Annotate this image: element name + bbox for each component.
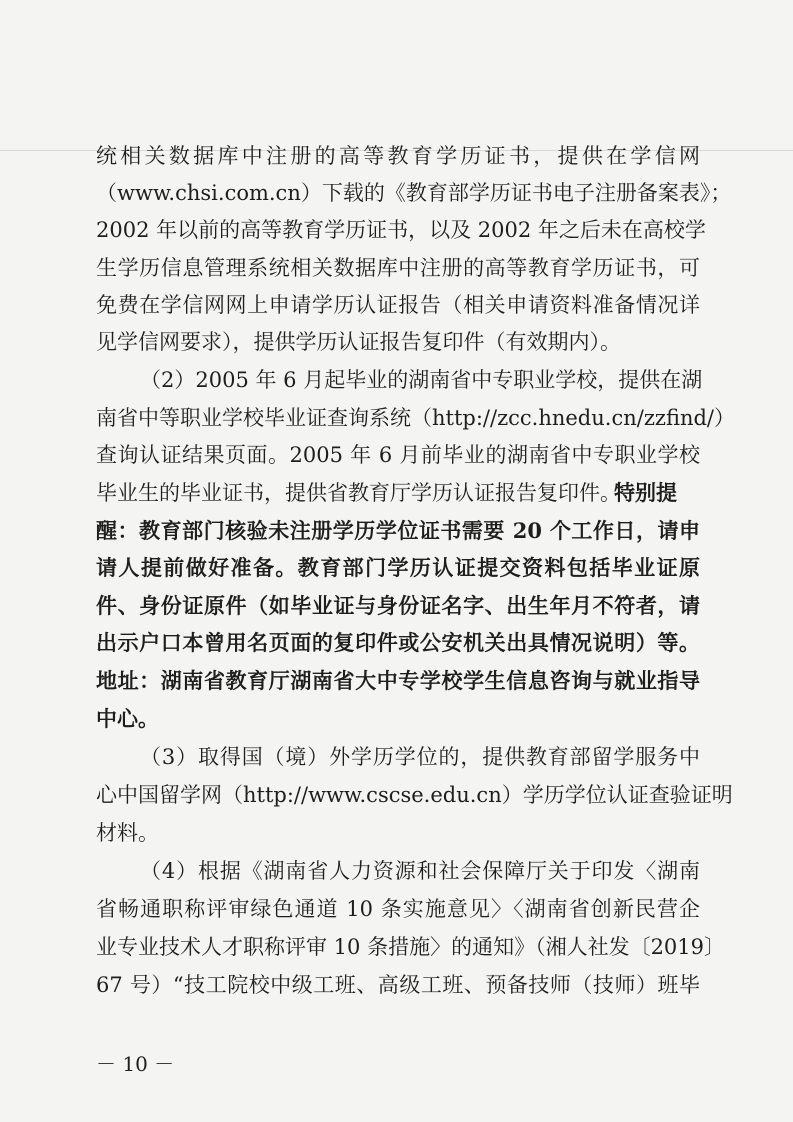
bold-notice: 中心。 xyxy=(96,706,159,731)
text-line: （www.chsi.com.cn）下载的《教育部学历证书电子注册备案表》； xyxy=(96,181,732,205)
text-line: 毕业生的毕业证书，提供省教育厅学历认证报告复印件。 xyxy=(96,481,621,505)
bold-notice: 请人提前做好准备。教育部门学历认证提交资料包括毕业证原 xyxy=(96,555,700,580)
bold-notice: 地址：湖南省教育厅湖南省大中专学校学生信息咨询与就业指导 xyxy=(96,668,700,693)
text-line: 业专业技术人才职称评审 10 条措施〉的通知》（湘人社发〔2019〕 xyxy=(96,935,726,959)
text-line: 见学信网要求），提供学历认证报告复印件（有效期内）。 xyxy=(96,330,621,354)
text-line: 生学历信息管理系统相关数据库中注册的高等教育学历证书，可 xyxy=(96,256,700,280)
text-line: 心中国留学网（http://www.cscse.edu.cn）学历学位认证查验证明 xyxy=(96,783,733,807)
text-line: 2002 年以前的高等教育学历证书，以及 2002 年之后未在高校学 xyxy=(96,218,706,242)
text-line: 省畅通职称评审绿色通道 10 条实施意见〉〈湖南省创新民营企 xyxy=(96,897,700,921)
bold-notice: 醒：教育部门核验未注册学历学位证书需要 20 个工作日，请申 xyxy=(96,518,700,543)
bold-notice: 出示户口本曾用名页面的复印件或公安机关出具情况说明）等。 xyxy=(96,630,700,655)
paragraph-start: （4）根据《湖南省人力资源和社会保障厅关于印发〈湖南 xyxy=(140,859,700,883)
text-line: 查询认证结果页面。2005 年 6 月前毕业的湖南省中专职业学校 xyxy=(96,443,700,467)
bold-notice: 件、身份证原件（如毕业证与身份证名字、出生年月不符者，请 xyxy=(96,593,700,618)
bold-notice: 特别提 xyxy=(614,480,677,505)
page-number: － 10 － xyxy=(96,1052,175,1076)
text-line: 67 号）“技工院校中级工班、高级工班、预备技师（技师）班毕 xyxy=(96,973,700,997)
paragraph-start: （2）2005 年 6 月起毕业的湖南省中专职业学校，提供在湖 xyxy=(140,368,703,392)
paragraph-start: （3）取得国（境）外学历学位的，提供教育部留学服务中 xyxy=(140,745,700,769)
text-line: 统相关数据库中注册的高等教育学历证书，提供在学信网 xyxy=(96,144,700,168)
text-line: 免费在学信网网上申请学历认证报告（相关申请资料准备情况详 xyxy=(96,293,700,317)
text-line: 南省中等职业学校毕业证查询系统（http://zcc.hnedu.cn/zzfind/） xyxy=(96,406,735,430)
text-line: 材料。 xyxy=(96,821,159,845)
